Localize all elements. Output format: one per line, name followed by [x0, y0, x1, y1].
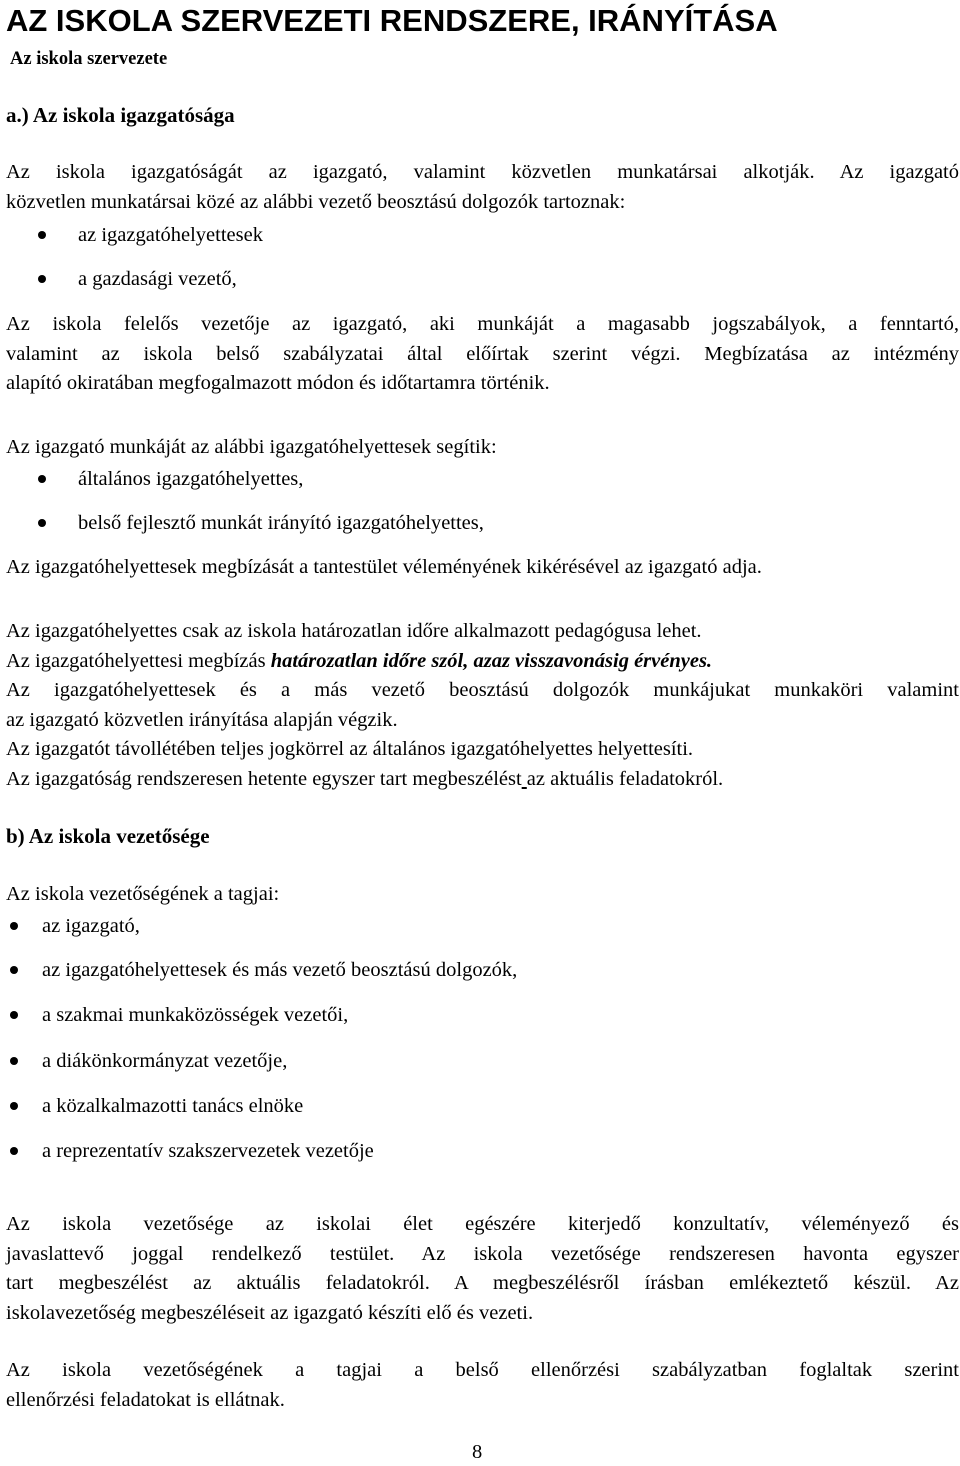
- description-line: tart megbeszélést az aktuális feladatokról. A megbeszélésről írásban emlékeztető készül. Az: [6, 1272, 959, 1294]
- description-line: javaslattevő joggal rendelkező testület. Az iskola vezetősége rendszeresen havonta egyszer: [6, 1242, 959, 1265]
- bullet-icon: [10, 966, 18, 974]
- page-number: 8: [472, 1441, 483, 1463]
- page-title: AZ ISKOLA SZERVEZETI RENDSZERE, IRÁNYÍTÁSA: [6, 3, 778, 38]
- bullet-icon: [10, 1147, 18, 1155]
- list-item-text: a gazdasági vezető,: [78, 268, 237, 290]
- leader-line: Az iskola felelős vezetője az igazgató, aki munkáját a magasabb jogszabályok, a fenntartó,: [6, 313, 959, 335]
- list-item-text: a közalkalmazotti tanács elnöke: [42, 1095, 304, 1117]
- list-item-text: a szakmai munkaközösségek vezetői,: [42, 1004, 349, 1026]
- control-paragraph: [6, 1356, 959, 1415]
- rules-line: Az igazgatóhelyettesek és a más vezető beosztású dolgozók munkájukat munkaköri valamint: [6, 679, 959, 701]
- description-line: Az iskola vezetősége az iskolai élet egészére kiterjedő konzultatív, véleményező és: [6, 1213, 959, 1235]
- section-a-heading: a.) Az iskola igazgatósága: [6, 103, 235, 127]
- members-intro: Az iskola vezetőségének a tagjai:: [6, 883, 280, 905]
- list-item-text: a reprezentatív szakszervezetek vezetője: [42, 1140, 374, 1162]
- bullet-icon: [38, 231, 46, 239]
- intro-paragraph: [6, 158, 959, 217]
- bullet-icon: [38, 519, 46, 527]
- rules-line: az igazgató közvetlen irányítása alapján végzik.: [6, 708, 398, 731]
- rules-line-text: Az igazgatóhelyettesi megbízás: [6, 649, 271, 672]
- list-item-text: általános igazgatóhelyettes,: [78, 468, 304, 490]
- list-item-text: az igazgatóhelyettesek: [78, 224, 263, 246]
- bullet-icon: [38, 275, 46, 283]
- deputies-intro: Az igazgató munkáját az alábbi igazgatóhelyettesek segítik:: [6, 436, 497, 458]
- rules-line: [6, 765, 959, 795]
- rules-paragraph: [6, 617, 959, 794]
- bullet-icon: [10, 1102, 18, 1110]
- leader-line: valamint az iskola belső szabályzatai által előírtak szerint végzi. Megbízatása az intézmény: [6, 342, 959, 365]
- rules-line: Az igazgatót távollétében teljes jogkörrel az általános igazgatóhelyettes helyettesíti.: [6, 738, 694, 760]
- bullet-icon: [10, 1011, 18, 1019]
- rules-line: [6, 647, 959, 677]
- leader-line: alapító okiratában megfogalmazott módon és időtartamra történik.: [6, 372, 550, 394]
- control-line: Az iskola vezetőségének a tagjai a belső ellenőrzési szabályzatban foglaltak szerint: [6, 1359, 959, 1381]
- appointment-paragraph: Az igazgatóhelyettesek megbízását a tantestület véleményének kikérésével az igazgató adja.: [6, 556, 762, 578]
- description-line: iskolavezetőség megbeszéléseit az igazgató készíti elő és vezeti.: [6, 1301, 534, 1324]
- control-line: ellenőrzési feladatokat is ellátnak.: [6, 1388, 285, 1411]
- list-item-text: az igazgató,: [42, 915, 140, 937]
- rules-line-text: az aktuális feladatokról.: [526, 767, 724, 790]
- bullet-icon: [10, 922, 18, 930]
- rules-line: Az igazgatóhelyettes csak az iskola határozatlan időre alkalmazott pedagógusa lehet.: [6, 620, 702, 642]
- description-paragraph: [6, 1210, 959, 1328]
- list-item-text: belső fejlesztő munkát irányító igazgatóhelyettes,: [78, 512, 484, 534]
- list-item-text: a diákönkormányzat vezetője,: [42, 1050, 288, 1072]
- bullet-icon: [38, 475, 46, 483]
- list-item-text: az igazgatóhelyettesek és más vezető beosztású dolgozók,: [42, 959, 518, 981]
- rules-line-text: Az igazgatóság rendszeresen hetente egyszer tart megbeszélést: [6, 767, 522, 790]
- page-subtitle: Az iskola szervezete: [10, 49, 168, 69]
- section-b-heading: b) Az iskola vezetősége: [6, 824, 210, 848]
- leader-paragraph: [6, 310, 959, 399]
- emphasis-text: határozatlan időre szól, azaz visszavonásig érvényes.: [270, 649, 713, 672]
- bullet-icon: [10, 1057, 18, 1065]
- intro-line: Az iskola igazgatóságát az igazgató, valamint közvetlen munkatársai alkotják. Az igazgató: [6, 161, 959, 183]
- intro-line: közvetlen munkatársai közé az alábbi vezető beosztású dolgozók tartoznak:: [6, 190, 626, 213]
